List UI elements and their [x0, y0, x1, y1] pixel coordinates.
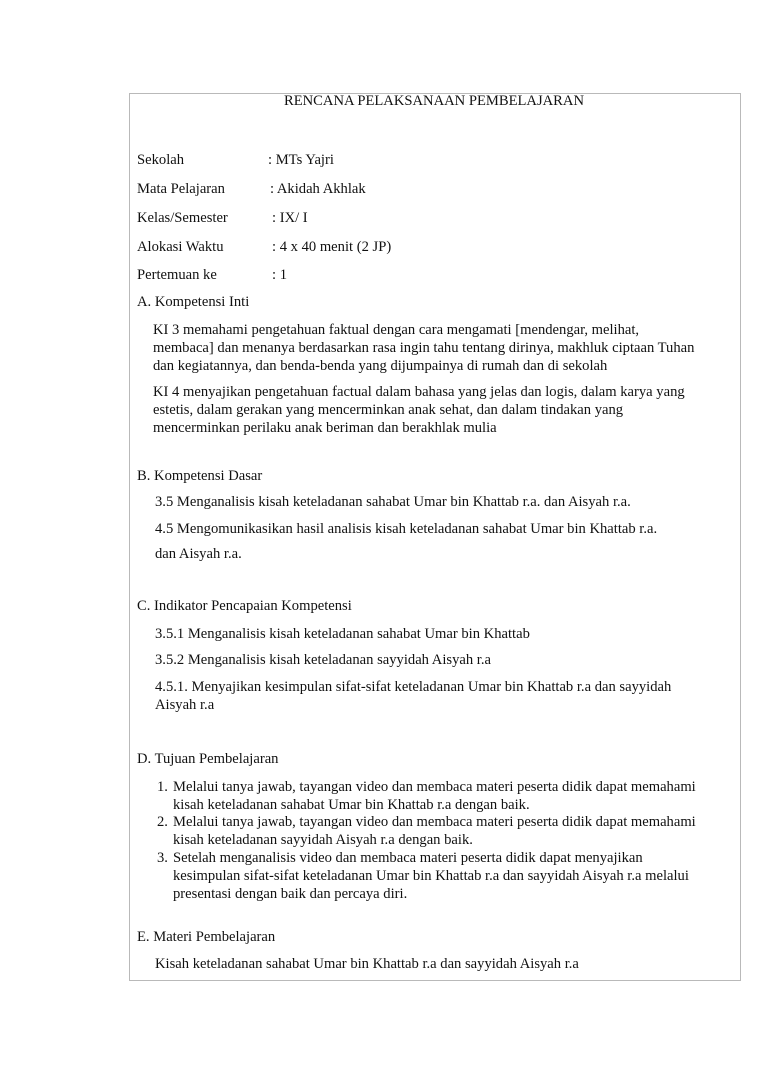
list-item-line: kisah keteladanan sahabat Umar bin Khattab r.a dengan baik. [173, 797, 530, 813]
value-sekolah: : MTs Yajri [268, 152, 334, 168]
section-c-heading: C. Indikator Pencapaian Kompetensi [137, 598, 352, 614]
list-item-line: Melalui tanya jawab, tayangan video dan membaca materi peserta didik dapat memahami [173, 814, 696, 830]
kd-3-5: 3.5 Menganalisis kisah keteladanan sahabat Umar bin Khattab r.a. dan Aisyah r.a. [155, 494, 631, 510]
section-b-heading: B. Kompetensi Dasar [137, 468, 263, 484]
label-alokasi-waktu: Alokasi Waktu [137, 239, 224, 255]
ki3-line: KI 3 memahami pengetahuan faktual dengan cara mengamati [mendengar, melihat, [153, 322, 640, 338]
label-kelas-semester: Kelas/Semester [137, 210, 228, 226]
label-mata-pelajaran: Mata Pelajaran [137, 181, 225, 197]
list-item-line: presentasi dengan baik dan percaya diri. [173, 886, 408, 902]
kd-4-5-line: 4.5 Mengomunikasikan hasil analisis kisah keteladanan sahabat Umar bin Khattab r.a. [155, 521, 658, 537]
value-mata-pelajaran: : Akidah Akhlak [270, 181, 366, 197]
list-item-line: Melalui tanya jawab, tayangan video dan membaca materi peserta didik dapat memahami [173, 779, 696, 795]
section-a-heading: A. Kompetensi Inti [137, 294, 250, 310]
ki4-line: estetis, dalam gerakan yang mencerminkan anak sehat, dan dalam tindakan yang [153, 402, 624, 418]
indikator-4-5-1-line: 4.5.1. Menyajikan kesimpulan sifat-sifat keteladanan Umar bin Khattab r.a dan sayyidah [155, 679, 672, 695]
section-d-heading: D. Tujuan Pembelajaran [137, 751, 279, 767]
label-sekolah: Sekolah [137, 152, 185, 168]
ki3-line: dan kegiatannya, dan benda-benda yang dijumpainya di rumah dan di sekolah [153, 358, 608, 374]
ki3-line: membaca] dan menanya berdasarkan rasa ingin tahu tentang dirinya, makhluk ciptaan Tuhan [153, 340, 695, 356]
value-pertemuan: : 1 [272, 267, 287, 283]
label-pertemuan: Pertemuan ke [137, 267, 217, 283]
document-title: RENCANA PELAKSANAAN PEMBELAJARAN [283, 93, 584, 109]
section-e-heading: E. Materi Pembelajaran [137, 929, 276, 945]
indikator-3-5-1: 3.5.1 Menganalisis kisah keteladanan sahabat Umar bin Khattab [155, 626, 530, 642]
list-item-line: kesimpulan sifat-sifat keteladanan Umar bin Khattab r.a dan sayyidah Aisyah r.a melalui [173, 868, 689, 884]
list-item-line: Setelah menganalisis video dan membaca materi peserta didik dapat menyajikan [173, 850, 643, 866]
indikator-3-5-2: 3.5.2 Menganalisis kisah keteladanan sayyidah Aisyah r.a [155, 652, 491, 668]
list-number: 3. [157, 850, 168, 866]
value-kelas-semester: : IX/ I [272, 210, 308, 226]
list-number: 1. [157, 779, 168, 795]
kd-4-5-line: dan Aisyah r.a. [155, 546, 242, 562]
value-alokasi-waktu: : 4 x 40 menit (2 JP) [272, 239, 392, 255]
ki4-line: mencerminkan perilaku anak beriman dan berakhlak mulia [153, 420, 497, 436]
list-item-line: kisah keteladanan sayyidah Aisyah r.a dengan baik. [173, 832, 473, 848]
indikator-4-5-1-line: Aisyah r.a [155, 697, 215, 713]
materi-content: Kisah keteladanan sahabat Umar bin Khattab r.a dan sayyidah Aisyah r.a [155, 956, 579, 972]
ki4-line: KI 4 menyajikan pengetahuan factual dalam bahasa yang jelas dan logis, dalam karya yang [153, 384, 685, 400]
list-number: 2. [157, 814, 168, 830]
